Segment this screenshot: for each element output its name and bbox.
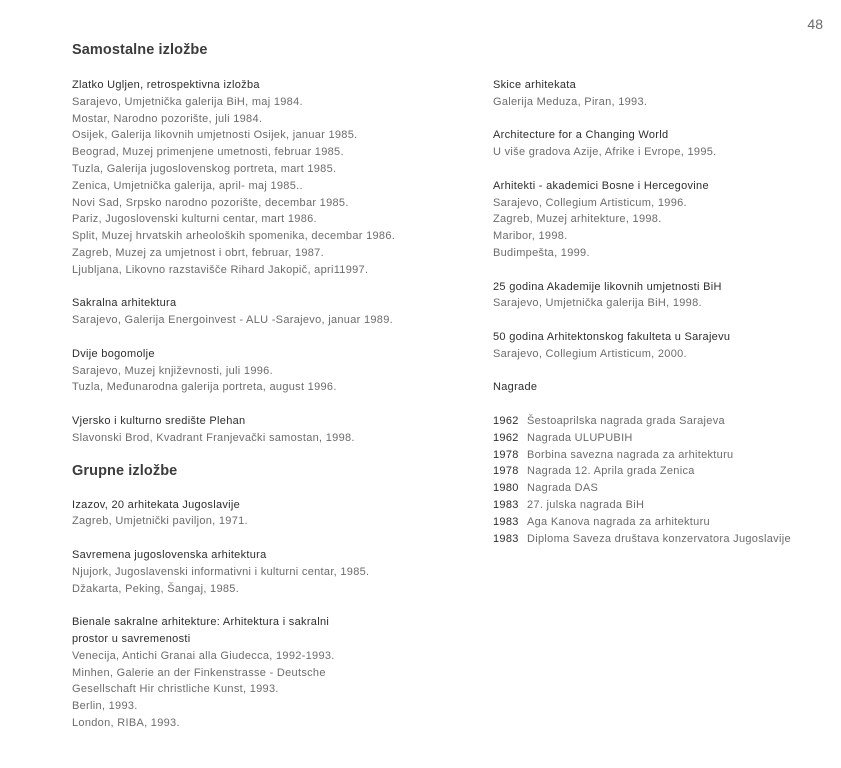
exhibition-block <box>493 279 833 313</box>
exhibition-venue: Split, Muzej hrvatskih arheoloških spomenika, decembar 1986. <box>72 230 396 243</box>
exhibition-venue: Sarajevo, Collegium Artisticum, 1996. <box>493 196 687 209</box>
award-name: Nagrada ULUPUBIH <box>527 431 633 444</box>
exhibition-venue: U više gradova Azije, Afrike i Evrope, 1995. <box>493 146 717 159</box>
exhibition-title: Architecture for a Changing World <box>493 129 669 142</box>
exhibition-venue: Galerija Meduza, Piran, 1993. <box>493 95 648 108</box>
exhibition-venue: Zagreb, Muzej za umjetnost i obrt, februar, 1987. <box>72 246 324 259</box>
award-item <box>493 531 833 548</box>
page-number: 48 <box>807 16 823 32</box>
exhibition-title: Arhitekti - akademici Bosne i Hercegovine <box>493 179 709 192</box>
exhibition-venue: Sarajevo, Muzej književnosti, juli 1996. <box>72 364 273 377</box>
awards-heading: Nagrade <box>493 381 538 394</box>
award-year: 1962 <box>493 431 519 444</box>
award-name: Šestoaprilska nagrada grada Sarajeva <box>527 414 725 427</box>
exhibition-venue: Venecija, Antichi Granai alla Giudecca, 1992-1993. <box>72 649 335 662</box>
exhibition-block <box>493 329 833 363</box>
awards-list <box>493 413 833 547</box>
exhibition-venue: Sarajevo, Galerija Energoinvest - ALU -Sarajevo, januar 1989. <box>72 314 393 327</box>
award-year: 1983 <box>493 532 519 545</box>
exhibition-venue: Džakarta, Peking, Šangaj, 1985. <box>72 582 240 595</box>
exhibition-block <box>72 614 472 732</box>
exhibition-title: Savremena jugoslovenska arhitektura <box>72 548 267 561</box>
exhibition-title: 25 godina Akademije likovnih umjetnosti BiH <box>493 280 722 293</box>
left-column <box>72 42 472 732</box>
exhibition-venue: Njujork, Jugoslavenski informativni i kulturni centar, 1985. <box>72 565 370 578</box>
exhibition-title: Dvije bogomolje <box>72 347 155 360</box>
exhibition-venue: Maribor, 1998. <box>493 230 568 243</box>
exhibition-block <box>72 413 472 447</box>
award-year: 1983 <box>493 498 519 511</box>
exhibition-title: Zlatko Ugljen, retrospektivna izložba <box>72 79 260 91</box>
exhibition-venue: Minhen, Galerie an der Finkenstrasse - Deutsche <box>72 666 326 679</box>
exhibition-block <box>493 178 833 262</box>
exhibition-venue: Gesellschaft Hir christliche Kunst, 1993. <box>72 683 279 696</box>
exhibition-title: prostor u savremenosti <box>72 632 191 645</box>
right-column <box>493 77 833 547</box>
award-year: 1962 <box>493 414 519 427</box>
award-name: Diploma Saveza društava konzervatora Jugoslavije <box>527 532 791 545</box>
award-name: 27. julska nagrada BiH <box>527 498 645 511</box>
exhibition-venue: Pariz, Jugoslovenski kulturni centar, mart 1986. <box>72 213 317 226</box>
award-item <box>493 497 833 514</box>
exhibition-venue: Tuzla, Galerija jugoslovenskog portreta, mart 1985. <box>72 162 337 175</box>
exhibition-block <box>72 547 472 597</box>
exhibition-venue: Sarajevo, Collegium Artisticum, 2000. <box>493 347 687 360</box>
award-year: 1978 <box>493 448 519 461</box>
exhibition-title: Vjersko i kulturno središte Plehan <box>72 414 246 427</box>
exhibition-venue: London, RIBA, 1993. <box>72 716 180 729</box>
award-name: Borbina savezna nagrada za arhitekturu <box>527 448 734 461</box>
exhibition-venue: Zagreb, Umjetnički paviljon, 1971. <box>72 515 248 528</box>
exhibition-venue: Ljubljana, Likovno razstavišče Rihard Jakopič, apri11997. <box>72 263 369 276</box>
award-item <box>493 413 833 430</box>
award-item <box>493 463 833 480</box>
exhibition-block <box>493 127 833 161</box>
exhibition-venue: Sarajevo, Umjetnička galerija BiH, maj 1984. <box>72 95 303 108</box>
exhibition-venue: Osijek, Galerija likovnih umjetnosti Osijek, januar 1985. <box>72 129 358 142</box>
exhibition-venue: Mostar, Narodno pozorište, juli 1984. <box>72 112 263 125</box>
exhibition-venue: Zenica, Umjetnička galerija, april- maj 1985.. <box>72 179 303 192</box>
exhibition-title: 50 godina Arhitektonskog fakulteta u Sarajevu <box>493 330 731 343</box>
award-name: Nagrada DAS <box>527 482 599 495</box>
exhibition-block <box>72 295 472 329</box>
exhibition-block <box>493 77 833 111</box>
award-year: 1978 <box>493 465 519 478</box>
exhibition-venue: Tuzla, Međunarodna galerija portreta, august 1996. <box>72 381 337 394</box>
solo-exhibitions-heading: Samostalne izložbe <box>72 42 208 58</box>
award-item <box>493 514 833 531</box>
exhibition-block <box>72 77 472 279</box>
exhibition-title: Bienale sakralne arhitekture: Arhitektura i sakralni <box>72 616 330 629</box>
exhibition-venue: Novi Sad, Srpsko narodno pozorište, decembar 1985. <box>72 196 349 209</box>
exhibition-venue: Slavonski Brod, Kvadrant Franjevački samostan, 1998. <box>72 431 355 444</box>
exhibition-venue: Berlin, 1993. <box>72 700 138 713</box>
award-name: Aga Kanova nagrada za arhitekturu <box>527 515 710 528</box>
exhibition-title: Sakralna arhitektura <box>72 297 177 310</box>
exhibition-venue: Sarajevo, Umjetnička galerija BiH, 1998. <box>493 297 702 310</box>
award-item <box>493 447 833 464</box>
award-year: 1980 <box>493 482 519 495</box>
exhibition-title: Izazov, 20 arhitekata Jugoslavije <box>72 498 241 511</box>
group-exhibitions-heading: Grupne izložbe <box>72 462 178 479</box>
exhibition-venue: Beograd, Muzej primenjene umetnosti, februar 1985. <box>72 146 344 159</box>
exhibition-block <box>72 497 472 531</box>
award-name: Nagrada 12. Aprila grada Zenica <box>527 465 695 478</box>
award-item <box>493 430 833 447</box>
award-year: 1983 <box>493 515 519 528</box>
exhibition-venue: Zagreb, Muzej arhitekture, 1998. <box>493 213 662 226</box>
exhibition-title: Skice arhitekata <box>493 79 577 91</box>
exhibition-venue: Budimpešta, 1999. <box>493 246 590 259</box>
exhibition-block <box>72 346 472 396</box>
award-item <box>493 480 833 497</box>
